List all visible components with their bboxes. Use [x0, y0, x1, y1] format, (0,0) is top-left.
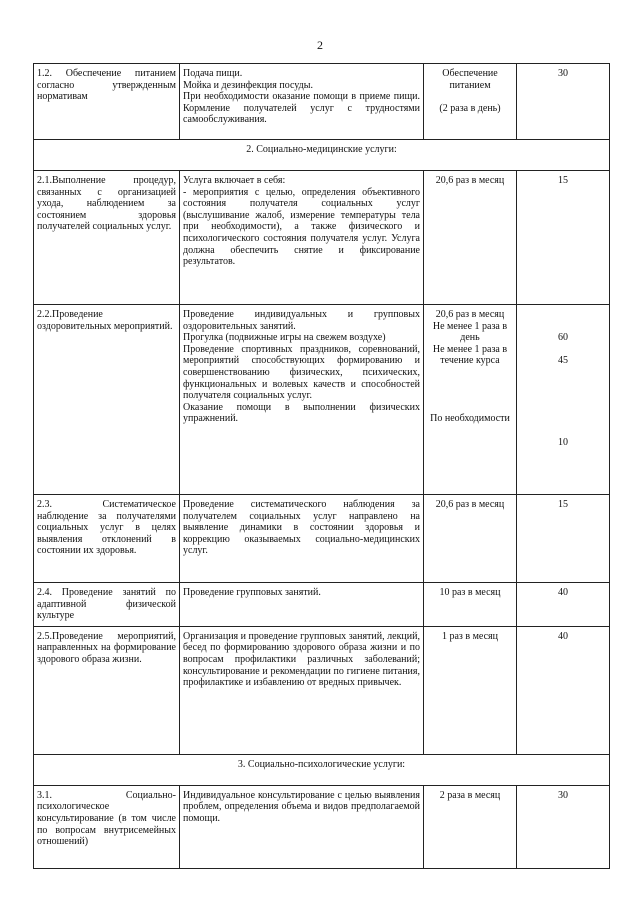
blank-line — [520, 425, 606, 437]
service-row — [34, 305, 610, 495]
cell-line: Организация и проведение групповых занятий, лекций, бесед по формированию здорового образа жизни и по вопросам профилактики различных заболеваний; консультирование и рекомендации по гигиене питания, профилактике и избавлению от вредных привычек. — [183, 630, 420, 689]
cell-line: 1 раз в месяц — [441, 630, 498, 642]
cell-line: Не менее 1 раза в день — [432, 320, 508, 344]
blank-line — [427, 367, 513, 379]
cell-line: 20,6 раз в месяц — [435, 175, 505, 186]
service-row — [34, 171, 610, 305]
section-title: 2. Социально-медицинские услуги: — [34, 140, 610, 171]
service-name: 2.3. Систематическое наблюдение за получателями социальных услуг в целях выявления отклонений в состоянии их здоровья. — [34, 495, 180, 583]
cell-line: Оказание помощи в выполнении физических упражнений. — [183, 401, 420, 425]
service-name: 1.2. Обеспечение питанием согласно утвержденным нормативам — [34, 64, 180, 140]
service-duration — [517, 583, 610, 627]
blank-line — [427, 390, 513, 402]
section-title: 3. Социально-психологические услуги: — [34, 754, 610, 785]
cell-line: 30 — [558, 68, 568, 79]
cell-line: Не менее 1 раза в течение курса — [432, 343, 508, 367]
cell-line: Проведение систематического наблюдения за получателем социальных услуг направлено на выявление динамики в состоянии здоровья и коррекцию оказываемых социально-медицинских услуг. — [183, 499, 420, 557]
services-table — [33, 63, 610, 869]
cell-line: Проведение групповых занятий. — [183, 587, 321, 598]
page-number: 2 — [317, 38, 323, 52]
service-frequency — [424, 495, 517, 583]
cell-line: По необходимости — [430, 413, 510, 425]
service-frequency — [424, 305, 517, 495]
service-duration — [517, 171, 610, 305]
service-frequency — [424, 583, 517, 627]
service-description — [180, 583, 424, 627]
blank-line — [520, 402, 606, 414]
cell-line: - мероприятия с целью, определения объективного состояния получателя социальных услуг (выслушивание жалоб, измерение температуры тела при необходимости), а также физического и психологического состояния получателя услуг. Услуга должна обеспечить снятие и фиксирование результатов. — [183, 186, 420, 268]
service-name: 2.1.Выполнение процедур, связанных с организацией ухода, наблюдением за состоянием здоровья получателей социальных услуг. — [34, 171, 180, 305]
service-description — [180, 64, 424, 140]
cell-line: 10 — [558, 436, 568, 448]
blank-line — [520, 413, 606, 425]
service-frequency — [424, 171, 517, 305]
service-row — [34, 495, 610, 583]
cell-line: 60 — [558, 332, 568, 344]
service-name: 3.1. Социально-психологическое консультирование (в том числе по вопросам внутрисемейных отношений) — [34, 785, 180, 868]
blank-line — [520, 367, 606, 379]
service-row — [34, 626, 610, 754]
cell-line: Индивидуальное консультирование с целью выявления проблем, определения объема и видов предполагаемой помощи. — [183, 789, 420, 824]
service-duration — [517, 626, 610, 754]
service-row — [34, 583, 610, 627]
service-description — [180, 495, 424, 583]
cell-line: (2 раза в день) — [439, 102, 501, 114]
service-description — [180, 626, 424, 754]
service-frequency — [424, 64, 517, 140]
cell-line: Подача пищи. — [183, 68, 243, 79]
blank-line — [427, 402, 513, 414]
service-name: 2.5.Проведение мероприятий, направленных на формирование здорового образа жизни. — [34, 626, 180, 754]
blank-line — [427, 91, 513, 103]
cell-line: 10 раз в месяц — [439, 587, 501, 598]
section-row — [34, 754, 610, 785]
cell-line: Мойка и дезинфекция посуды. — [183, 79, 313, 91]
service-frequency — [424, 626, 517, 754]
cell-line: 40 — [558, 630, 568, 642]
cell-line: 2 раза в месяц — [439, 789, 501, 801]
cell-line: 30 — [558, 789, 568, 801]
blank-line — [520, 390, 606, 402]
cell-line: Прогулка (подвижные игры на свежем воздухе) — [183, 332, 386, 344]
service-duration — [517, 64, 610, 140]
service-duration — [517, 495, 610, 583]
cell-line: Услуга включает в себя: — [183, 175, 286, 186]
cell-line: Проведение спортивных праздников, соревнований, мероприятий способствующих формированию и совершенствованию физических, психических, функциональных и волевых качеств и способностей получателя социальных услуг. — [183, 343, 420, 402]
service-row — [34, 785, 610, 868]
blank-line — [520, 309, 606, 321]
service-name: 2.4. Проведение занятий по адаптивной физической культуре — [34, 583, 180, 627]
cell-line: 20,6 раз в месяц — [435, 309, 505, 320]
service-duration — [517, 785, 610, 868]
section-row — [34, 140, 610, 171]
cell-line: 45 — [558, 355, 568, 367]
service-frequency — [424, 785, 517, 868]
cell-line: Проведение индивидуальных и групповых оздоровительных занятий. — [183, 309, 420, 332]
blank-line — [520, 344, 606, 356]
cell-line: 40 — [558, 587, 568, 598]
cell-line: 20,6 раз в месяц — [435, 499, 505, 510]
cell-line: Обеспечение питанием — [442, 68, 498, 91]
cell-line: 15 — [558, 499, 568, 510]
service-name: 2.2.Проведение оздоровительных мероприятий. — [34, 305, 180, 495]
cell-line: При необходимости оказание помощи в приеме пищи. Кормление получателей услуг с трудностями самообслуживания. — [183, 91, 420, 126]
service-description — [180, 171, 424, 305]
service-duration — [517, 305, 610, 495]
blank-line — [520, 321, 606, 333]
service-description — [180, 785, 424, 868]
blank-line — [520, 379, 606, 391]
service-row — [34, 64, 610, 140]
blank-line — [427, 379, 513, 391]
service-description — [180, 305, 424, 495]
cell-line: 15 — [558, 175, 568, 186]
